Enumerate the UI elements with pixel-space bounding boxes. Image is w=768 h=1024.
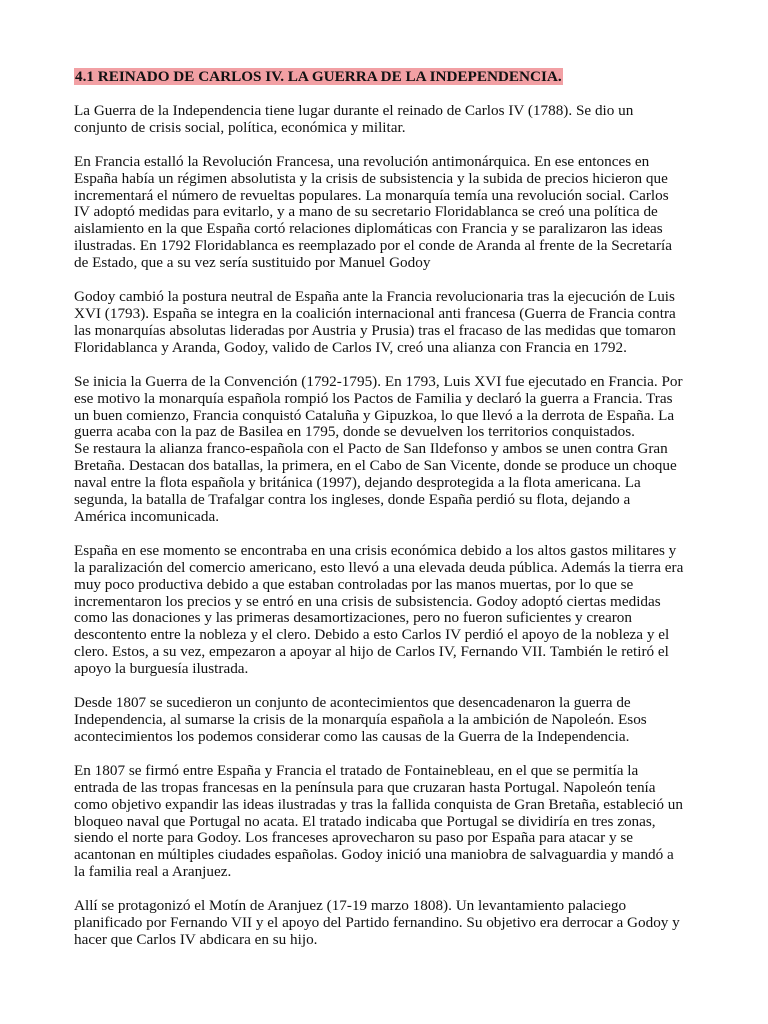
spacer xyxy=(74,526,699,543)
spacer xyxy=(74,272,699,289)
paragraph-intro: La Guerra de la Independencia tiene lugar durante el reinado de Carlos IV (1788). Se dio un conjunto de crisis social, política, económica y militar. xyxy=(74,101,634,136)
section-title xyxy=(74,68,699,86)
spacer xyxy=(74,86,699,103)
spacer xyxy=(74,746,699,763)
spacer xyxy=(74,678,699,695)
paragraph-godoy: Godoy cambió la postura neutral de España ante la Francia revolucionaria tras la ejecución de Luis XVI (1793). España se integra en la coalición internacional anti francesa (Guerra de Francia contra las monarquías absolutas lideradas por Austria y Prusia) tras el fracaso de las medidas que tomaron Floridablanca y Aranda, Godoy, valido de Carlos IV, creó una alianza con Francia en 1792. xyxy=(74,288,676,356)
section-title-text: 4.1 REINADO DE CARLOS IV. LA GUERRA DE LA INDEPENDENCIA. xyxy=(75,68,562,85)
spacer xyxy=(74,881,699,898)
spacer xyxy=(74,137,699,154)
paragraph-motin-aranjuez: Allí se protagonizó el Motín de Aranjuez (17-19 marzo 1808). Un levantamiento palaciego planificado por Fernando VII y el apoyo del Partido fernandino. Su objetivo era derrocar a Godoy y hacer que Carlos IV abdicara en su hijo. xyxy=(74,897,680,948)
paragraph-revolucion-francesa: En Francia estalló la Revolución Francesa, una revolución antimonárquica. En ese entonces en España había un régimen absolutista y la crisis de subsistencia y la subida de precios hicieron que incrementará el número de revueltas populares. La monarquía temía una revolución social. Carlos IV adoptó medidas para evitarlo, y a mano de su secretario Floridablanca se creó una política de aislamiento en la que España cortó relaciones diplomáticas con Francia y se paralizaron las ideas ilustradas. En 1792 Floridablanca es reemplazado por el conde de Aranda al frente de la Secretaría de Estado, que a su vez sería sustituido por Manuel Godoy xyxy=(74,152,672,272)
paragraph-guerra-convencion: Se inicia la Guerra de la Convención (1792-1795). En 1793, Luis XVI fue ejecutado en Francia. Por ese motivo la monarquía española rompió los Pactos de Familia y declaró la guerra a Francia. Tras un buen comienzo, Francia conquistó Cataluña y Gipuzkoa, lo que llevó a la derrota de España. La guerra acaba con la paz de Basilea en 1795, donde se devuelven los territorios conquistados. Se restaura la alianza franco-española con el Pacto de San Ildefonso y ambos se unen contra Gran Bretaña. Destacan dos batallas, la primera, en el Cabo de San Vicente, donde se produce un choque naval entre la flota española y británica (1997), dejando desprotegida a la flota americana. La segunda, la batalla de Trafalgar contra los ingleses, donde España perdió su flota, dejando a América incomunicada. xyxy=(74,372,683,525)
paragraph-crisis-economica: España en ese momento se encontraba en una crisis económica debido a los altos gastos militares y la paralización del comercio americano, esto llevó a una elevada deuda pública. Además la tierra era muy poco productiva debido a que estaban controladas por las manos muertas, por lo que se incrementaron los precios y se entró en una crisis de subsistencia. Godoy adoptó ciertas medidas como las donaciones y las primeras desamortizaciones, pero no fueron suficientes y crearon descontento entre la nobleza y el clero. Debido a esto Carlos IV perdió el apoyo de la nobleza y el clero. Estos, a su vez, empezaron a apoyar al hijo de Carlos IV, Fernando VII. También le retiró el apoyo la burguesía ilustrada. xyxy=(74,541,684,678)
spacer xyxy=(74,357,699,374)
document-page xyxy=(74,68,699,949)
paragraph-1807: Desde 1807 se sucedieron un conjunto de acontecimientos que desencadenaron la guerra de Independencia, al sumarse la crisis de la monarquía española a la ambición de Napoleón. Esos acontecimientos los podemos considerar como las causas de la Guerra de la Independencia. xyxy=(74,694,647,745)
paragraph-fontainebleau: En 1807 se firmó entre España y Francia el tratado de Fontainebleau, en el que se permitía la entrada de las tropas francesas en la península para que cruzaran hasta Portugal. Napoleón tenía como objetivo expandir las ideas ilustradas y tras la fallida conquista de Gran Bretaña, estableció un bloqueo naval que Portugal no acata. El tratado indicaba que Portugal se dividiría en tres zonas, siendo el norte para Godoy. Los franceses aprovecharon su paso por España para atacar y se acantonan en múltiples ciudades españolas. Godoy inició una maniobra de salvaguardia y mandó a la familia real a Aranjuez. xyxy=(74,761,683,881)
